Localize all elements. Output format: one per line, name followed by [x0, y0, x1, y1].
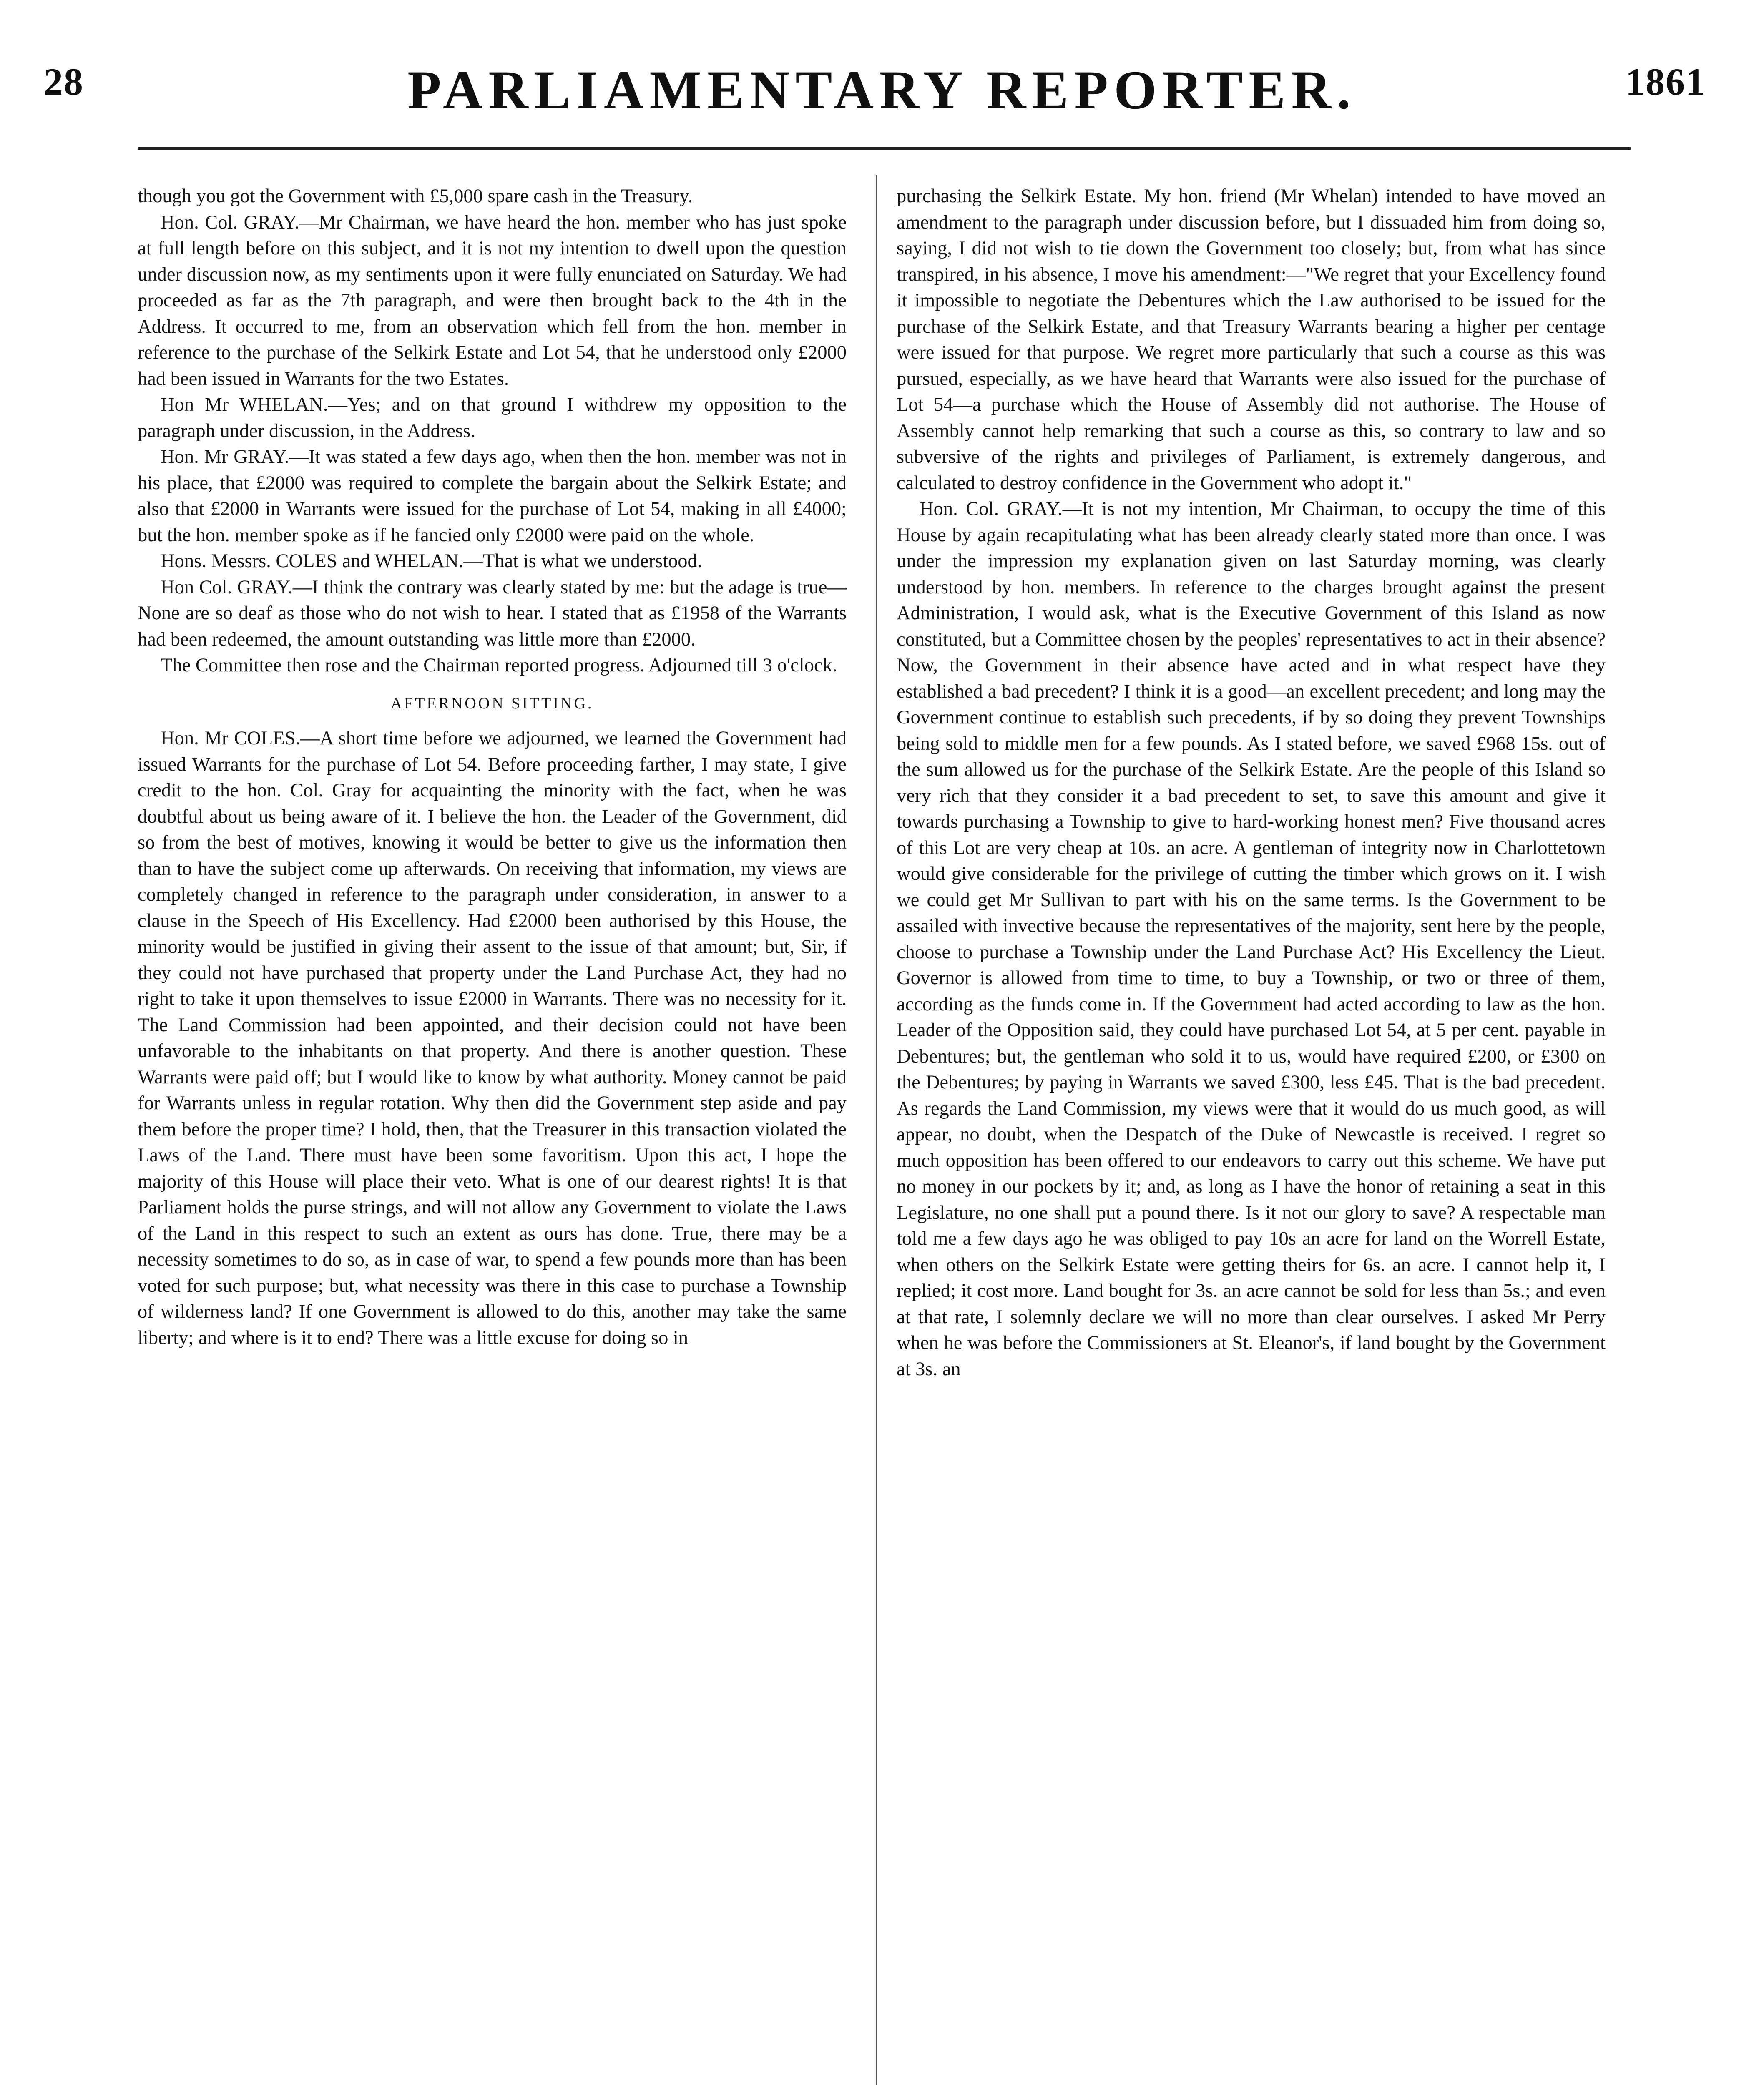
- paragraph: [138, 575, 847, 653]
- paragraph-text: —That is what we understood.: [463, 550, 702, 572]
- header-rule: [138, 147, 1631, 150]
- speaker-name: Hons. Messrs. COLES and WHELAN.: [161, 550, 464, 572]
- paragraph-text: —Yes; and on that ground I withdrew my opposition to the paragraph under discussion, in the Address.: [138, 394, 847, 442]
- paragraph-text: —A short time before we adjourned, we learned the Government had issued Warrants for the purchase of Lot 54. Before proceeding farther, I may state, I give credit to the hon. Col. Gray for acquainting the minority with the fact, when he was doubtful about us being aware of it. I believe the hon. the Leader of the Government, did so from the best of motives, knowing it would be better to give us the information then than to have the subject come up afterwards. On receiving that information, my views are completely changed in reference to the paragraph under consideration, in answer to a clause in the Speech of His Excellency. Had £2000 been authorised by this House, the minority would be justified in giving their assent to the issue of that amount; but, Sir, if they could not have purchased that property under the Land Purchase Act, they had no right to take it upon themselves to issue £2000 in Warrants. There was no necessity for it. The Land Commission had been appointed, and their decision could not have been unfavorable to the inhabitants on that property. And there is another question. These Warrants were paid off; but I would like to know by what authority. Money cannot be paid for Warrants unless in regular rotation. Why then did the Government step aside and pay them before the proper time? I hold, then, that the Treasurer in this transaction violated the Laws of the Land. There must have been some favoritism. Upon this act, I hope the majority of this House will place their veto. What is one of our dearest rights! It is that Parliament holds the purse strings, and will not allow any Government to violate the Laws of the Land in this respect to such an extent as ours has done. True, there may be a necessity sometimes to do so, as in case of war, to spend a few pounds more than has been voted for such purpose; but, what necessity was there in this case to purchase a Township of wilderness land? If one Government is allowed to do this, another may take the same liberty; and where is it to end? There was a little excuse for doing so in: [138, 728, 847, 1349]
- paragraph: [138, 548, 847, 575]
- section-heading: AFTERNOON SITTING.: [390, 694, 594, 712]
- speaker-name: Hon. Mr GRAY.: [161, 446, 289, 467]
- paragraph-text: The Committee then rose and the Chairman reported progress. Adjourned till 3 o'clock.: [161, 655, 837, 676]
- page-title: PARLIAMENTARY REPORTER.: [407, 59, 1357, 121]
- speaker-name: Hon. Mr COLES.: [161, 728, 301, 749]
- paragraph-text: —I think the contrary was clearly stated by me: but the adage is true—None are so deaf as those who do not wish to hear. I stated that as £1958 of the Warrants had been redeemed, the amount outstanding was little more than £2000.: [138, 576, 847, 650]
- speaker-name: Hon. Col. GRAY.: [920, 498, 1063, 520]
- paragraph: [138, 210, 847, 392]
- paragraph-text: —It was stated a few days ago, when then the hon. member was not in his place, that £2000 was required to complete the bargain about the Selkirk Estate; and also that £2000 in Warrants were issued for the purchase of Lot 54, making in all £4000; but the hon. member spoke as if he fancied only £2000 were paid on the whole.: [138, 446, 847, 546]
- paragraph: [138, 183, 847, 210]
- speaker-name: Hon Mr WHELAN.: [161, 394, 328, 415]
- paragraph: [138, 392, 847, 444]
- paragraph-text: purchasing the Selkirk Estate. My hon. friend (Mr Whelan) intended to have moved an amendment to the paragraph under discussion before, but I dissuaded him from doing so, saying, I did not wish to tie down the Government too closely; but, from what has since transpired, in his absence, I move his amendment:—"We regret that your Excellency found it impossible to negotiate the Debentures which the Law authorised to be issued for the purchase of the Selkirk Estate, and that Treasury Warrants bearing a higher per centage were issued for that purpose. We regret more particularly that such a course as this was pursued, especially, as we have heard that Warrants were also issued for the purchase of Lot 54—a purchase which the House of Assembly did not authorise. The House of Assembly cannot help remarking that such a course as this, so contrary to law and so subversive of the rights and privileges of Parliament, is extremely dangerous, and calculated to destroy confidence in the Government who adopt it.": [897, 186, 1606, 494]
- paragraph: [897, 183, 1606, 496]
- paragraph: [897, 496, 1606, 1382]
- paragraph: [138, 444, 847, 548]
- paragraph: [138, 653, 847, 679]
- paragraph-text: though you got the Government with £5,000 spare cash in the Treasury.: [138, 186, 693, 207]
- page-year: 1861: [1626, 60, 1706, 103]
- column-divider: [876, 175, 877, 2085]
- paragraph: [138, 726, 847, 1351]
- speaker-name: Hon. Col. GRAY.: [161, 211, 299, 233]
- left-column: [138, 183, 847, 2085]
- page-number: 28: [44, 60, 84, 103]
- speaker-name: Hon Col. GRAY.: [161, 576, 293, 598]
- right-column: [897, 183, 1606, 2085]
- paragraph-text: —It is not my intention, Mr Chairman, to occupy the time of this House by again recapitulating what has been already clearly stated more than once. I was under the impression my explanation given on last Saturday morning, was clearly understood by hon. members. In reference to the charges brought against the present Administration, I would ask, what is the Executive Government of this Island as now constituted, but a Committee chosen by the peoples' representatives to act in their absence? Now, the Government in their absence have acted and in what respect have they established a bad precedent? I think it is a good—an excellent precedent; and long may the Government continue to establish such precedents, if by so doing they prevent Townships being sold to middle men for a few pounds. As I stated before, we saved £968 15s. out of the sum allowed us for the purchase of the Selkirk Estate. Are the people of this Island so very rich that they consider it a bad precedent to set, to save this amount and give it towards purchasing a Township to give to hard-working honest men? Five thousand acres of this Lot are very cheap at 10s. an acre. A gentleman of integrity now in Charlottetown would give considerable for the privilege of cutting the timber which grows on it. I wish we could get Mr Sullivan to part with his on the same terms. Is the Government to be assailed with invective because the representatives of the majority, sent here by the people, choose to purchase a Township under the Land Purchase Act? His Excellency the Lieut. Governor is allowed from time to time, to buy a Township, or two or three of them, according as the funds come in. If the Government had acted according to law as the hon. Leader of the Opposition said, they could have purchased Lot 54, at 5 per cent. payable in Debentures; but, the gentleman who sold it to us, would have required £200, or £300 on the Debentures; by paying in Warrants we saved £300, less £45. That is the bad precedent. As regards the Land Commission, my views were that it would do us much good, as will appear, no doubt, when the Despatch of the Duke of Newcastle is received. I regret so much opposition has been offered to our endeavors to carry out this scheme. We have put no money in our pockets by it; and, as long as I have the honor of retaining a seat in this Legislature, no one shall put a pound there. Is it not our glory to save? A respectable man told me a few days ago he was obliged to pay 10s an acre for land on the Worrell Estate, when others on the Selkirk Estate were getting theirs for 6s. an acre. I cannot help it, I replied; it cost more. Land bought for 3s. an acre cannot be sold for less than 5s.; and even at that rate, I solemnly declare we will no more than clear ourselves. I asked Mr Perry when he was before the Commissioners at St. Eleanor's, if land bought by the Government at 3s. an: [897, 498, 1606, 1380]
- paragraph-text: —Mr Chairman, we have heard the hon. member who has just spoke at full length before on this subject, and it is not my intention to dwell upon the question under discussion now, as my sentiments upon it were fully enunciated on Saturday. We had proceeded as far as the 7th paragraph, and were then brought back to the 4th in the Address. It occurred to me, from an observation which fell from the hon. member in reference to the purchase of the Selkirk Estate and Lot 54, that he understood only £2000 had been issued in Warrants for the two Estates.: [138, 211, 847, 389]
